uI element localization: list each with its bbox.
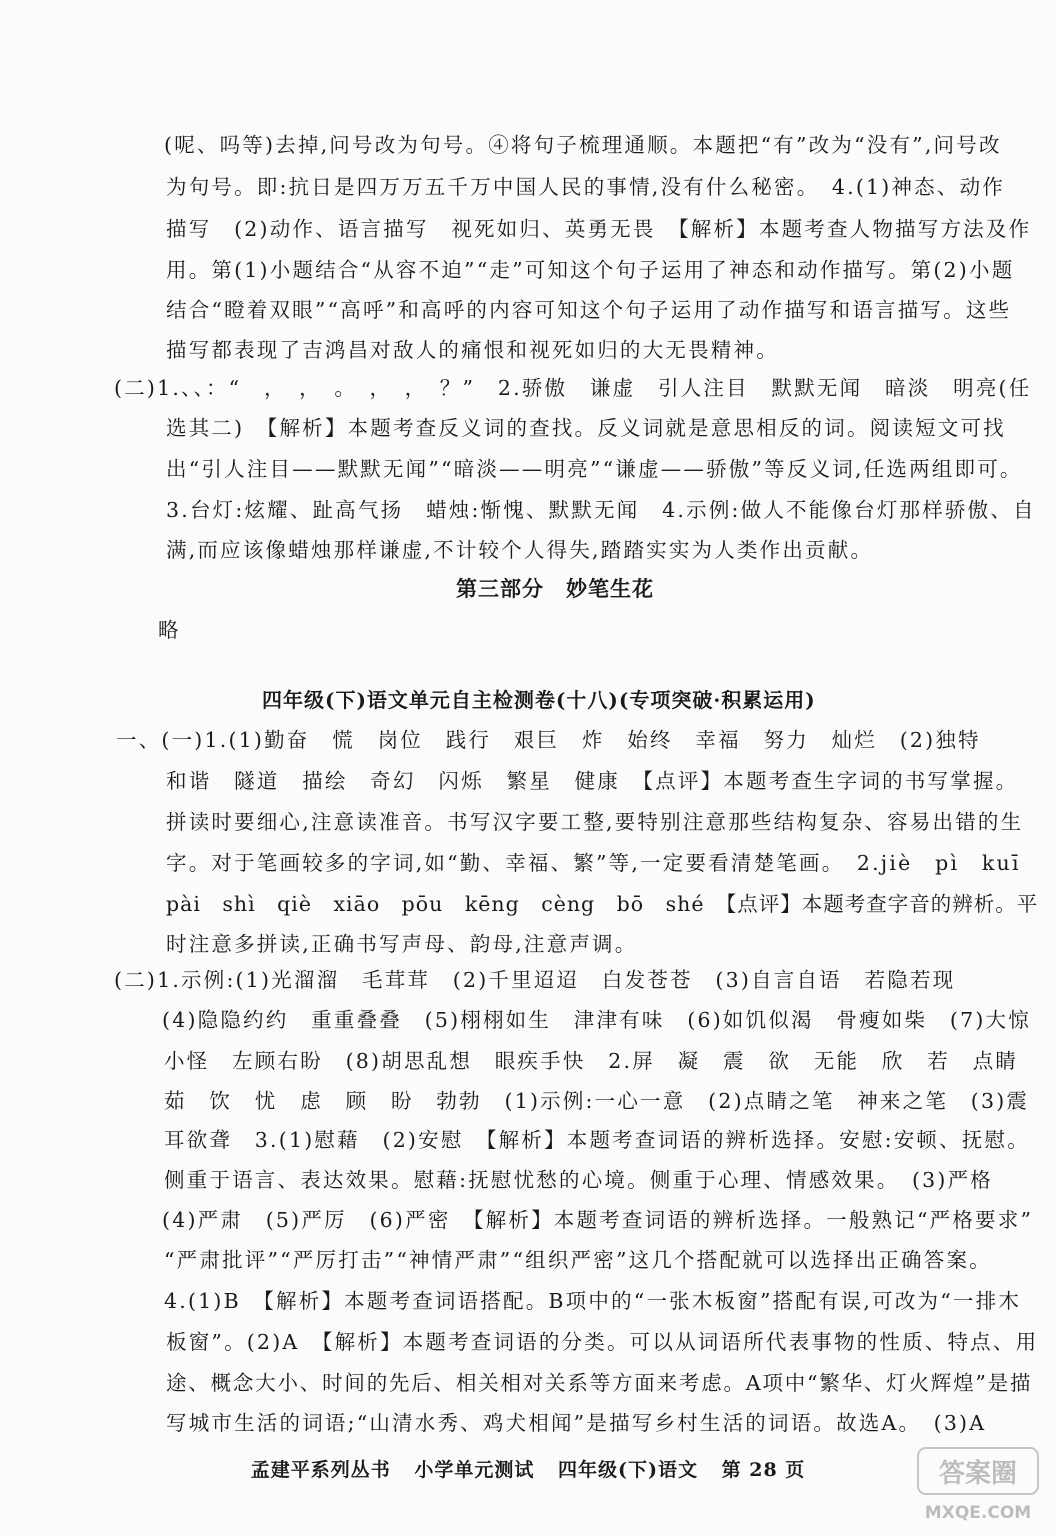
text-line: 用。第(1)小题结合“从容不迫”“走”可知这个句子运用了神态和动作描写。第(2)小题 bbox=[166, 258, 1015, 282]
text-line: “严肃批评”“严厉打击”“神情严肃”“组织严密”这几个搭配就可以选择出正确答案。 bbox=[164, 1248, 992, 1272]
text-line: 出“引人注目——默默无闻”“暗淡——明亮”“谦虚——骄傲”等反义词,任选两组即可。 bbox=[166, 457, 1023, 481]
text-line: 描写 (2)动作、语言描写 视死如归、英勇无畏 【解析】本题考查人物描写方法及作 bbox=[166, 217, 1032, 241]
text-line: 为句号。即:抗日是四万万五千万中国人民的事情,没有什么秘密。 4.(1)神态、动作 bbox=[166, 175, 1005, 199]
text-line: (二)1.、、：“ ， ， 。 ， ， ？” 2.骄傲 谦虚 引人注目 默默无闻 暗淡 明亮(任 bbox=[114, 376, 1032, 400]
page-number: 第 28 页 bbox=[721, 1459, 806, 1481]
section-heading: 第三部分 妙笔生花 bbox=[456, 576, 654, 601]
text-line: 侧重于语言、表达效果。慰藉:抚慰忧愁的心境。侧重于心理、情感效果。 (3)严格 bbox=[164, 1168, 993, 1192]
text-line: (呢、吗等)去掉,问号改为句号。④将句子梳理通顺。本题把“有”改为“没有”,问号改 bbox=[164, 133, 1002, 157]
text-line: 时注意多拼读,正确书写声母、韵母,注意声调。 bbox=[166, 932, 638, 956]
text-line: 耳欲聋 3.(1)慰藉 (2)安慰 【解析】本题考查词语的辨析选择。安慰:安顿、抚慰。 bbox=[164, 1128, 1030, 1152]
text-line: 结合“瞪着双眼”“高呼”和高呼的内容可知这个句子运用了动作描写和语言描写。这些 bbox=[166, 298, 1012, 322]
text-line: pài shì qiè xiāo pōu kēng cèng bō shé 【点评】本题考查字音的辨析。平 bbox=[166, 892, 1039, 916]
text-line: 字。对于笔画较多的字词,如“勤、幸福、繁”等,一定要看清楚笔画。 2.jiè pì kuī bbox=[166, 851, 1021, 875]
series-name: 孟建平系列丛书 bbox=[250, 1459, 391, 1481]
text-line: 写城市生活的词语;“山清水秀、鸡犬相闻”是描写乡村生活的词语。故选A。 (3)A bbox=[166, 1411, 987, 1435]
text-line: 板窗”。(2)A 【解析】本题考查词语的分类。可以从词语所代表事物的性质、特点、用 bbox=[166, 1330, 1039, 1354]
watermark-title: 答案圈 bbox=[938, 1459, 1018, 1489]
text-line: 3.台灯:炫耀、趾高气扬 蜡烛:惭愧、默默无闻 4.示例:做人不能像台灯那样骄傲、自 bbox=[166, 498, 1036, 522]
text-line: (4)隐隐约约 重重叠叠 (5)栩栩如生 津津有味 (6)如饥似渴 骨瘦如柴 (7)大惊 bbox=[162, 1008, 1031, 1032]
watermark-url: MXQE.COM bbox=[924, 1503, 1032, 1523]
book-name: 小学单元测试 bbox=[414, 1459, 535, 1481]
page-footer bbox=[0, 1455, 1056, 1482]
text-line: 茹 饮 忧 虑 顾 盼 勃勃 (1)示例:一心一意 (2)点睛之笔 神来之笔 (3)震 bbox=[164, 1089, 1030, 1113]
grade-subject: 四年级(下)语文 bbox=[558, 1459, 698, 1481]
text-line: (二)1.示例:(1)光溜溜 毛茸茸 (2)千里迢迢 白发苍苍 (3)自言自语 若隐若现 bbox=[114, 968, 956, 992]
text-line: (4)严肃 (5)严厉 (6)严密 【解析】本题考查词语的辨析选择。一般熟记“严格要求” bbox=[162, 1208, 1034, 1232]
text-line: 一、(一)1.(1)勤奋 慌 岗位 践行 艰巨 炸 始终 幸福 努力 灿烂 (2)独特 bbox=[116, 728, 981, 752]
text-line: 描写都表现了吉鸿昌对敌人的痛恨和视死如归的大无畏精神。 bbox=[166, 338, 779, 362]
watermark-logo bbox=[912, 1442, 1044, 1530]
text-line: 选其二) 【解析】本题考查反义词的查找。反义词就是意思相反的词。阅读短文可找 bbox=[166, 416, 1006, 440]
text-line: 途、概念大小、时间的先后、相关相对关系等方面来考虑。A项中“繁华、灯火辉煌”是描 bbox=[166, 1371, 1033, 1395]
test-title: 四年级(下)语文单元自主检测卷(十八)(专项突破·积累运用) bbox=[262, 688, 816, 712]
text-line: 4.(1)B 【解析】本题考查词语搭配。B项中的“一张木板窗”搭配有误,可改为“一排木 bbox=[164, 1289, 1022, 1313]
text-line: 拼读时要细心,注意读准音。书写汉字要工整,要特别注意那些结构复杂、容易出错的生 bbox=[166, 810, 1024, 834]
text-line: 满,而应该像蜡烛那样谦虚,不计较个人得失,踏踏实实为人类作出贡献。 bbox=[166, 538, 874, 562]
text-line: 略 bbox=[158, 618, 181, 642]
text-line: 小怪 左顾右盼 (8)胡思乱想 眼疾手快 2.屏 凝 震 欲 无能 欣 若 点睛 bbox=[164, 1049, 1019, 1073]
text-line: 和谐 隧道 描绘 奇幻 闪烁 繁星 健康 【点评】本题考查生字词的书写掌握。 bbox=[166, 769, 1019, 793]
